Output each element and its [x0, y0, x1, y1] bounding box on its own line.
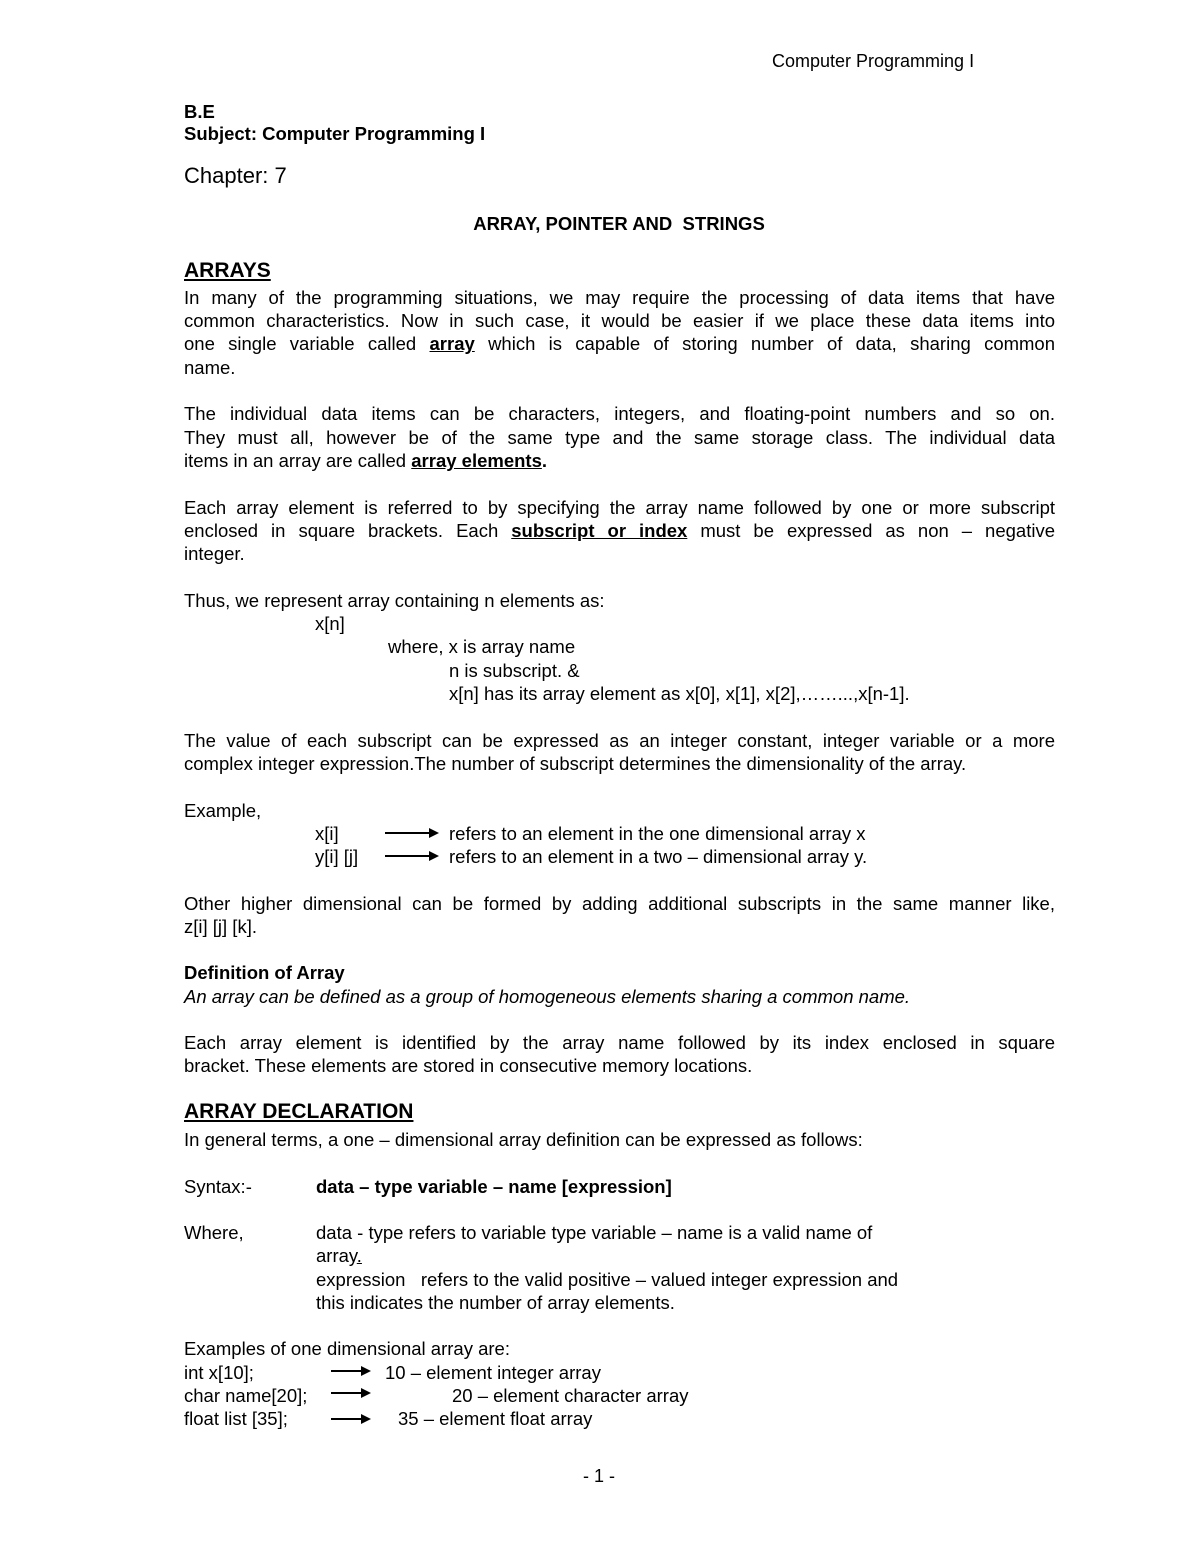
example-label: Example, [184, 800, 262, 821]
text-span: . [356, 1245, 362, 1266]
course-label: B.E [184, 101, 215, 122]
text-span: array [316, 1245, 357, 1266]
text-span: must be expressed as non – negative [700, 520, 1055, 541]
where-line [316, 1244, 362, 1267]
text-span: . [541, 450, 548, 471]
paragraph-line: Each array element is identified by the array name followed by its index enclosed in square [184, 1032, 1055, 1053]
arrow-right-icon [385, 826, 439, 842]
paragraph-line: name. [184, 357, 236, 378]
example-desc: 10 – element integer array [385, 1362, 601, 1383]
example-desc: 20 – element character array [452, 1385, 689, 1406]
term-array-elements: array elements [411, 450, 542, 471]
term-array: array [429, 333, 475, 354]
notation-line: n is subscript. & [449, 660, 580, 681]
section-heading-arrays: ARRAYS [184, 259, 271, 282]
syntax-text: data – type variable – name [expression] [316, 1176, 672, 1197]
arrow-right-icon [331, 1364, 371, 1380]
paragraph-line: bracket. These elements are stored in consecutive memory locations. [184, 1055, 753, 1076]
text-span: one single variable called [184, 333, 417, 354]
syntax-label: Syntax:- [184, 1176, 252, 1197]
paragraph-line: They must all, however be of the same type and the same storage class. The individual data [184, 427, 1055, 448]
arrow-right-icon [385, 849, 439, 865]
where-label: Where, [184, 1222, 244, 1243]
paragraph-line: Each array element is referred to by specifying the array name followed by one or more subscript [184, 497, 1055, 518]
example-desc: refers to an element in the one dimensional array x [449, 823, 866, 844]
paragraph-line: In many of the programming situations, we may require the processing of data items that have [184, 287, 1055, 308]
definition-text: An array can be defined as a group of homogeneous elements sharing a common name. [184, 986, 911, 1007]
subject-label: Subject: Computer Programming I [184, 123, 486, 144]
example-desc: 35 – element float array [398, 1408, 593, 1429]
where-line: data - type refers to variable type variable – name is a valid name of [316, 1222, 873, 1243]
example-code: char name[20]; [184, 1385, 308, 1406]
example-expr: y[i] [j] [315, 846, 359, 867]
paragraph-line: z[i] [j] [k]. [184, 916, 257, 937]
text-span: enclosed in square brackets. Each [184, 520, 499, 541]
paragraph-line: The individual data items can be characters, integers, and floating-point numbers and so on. [184, 403, 1055, 424]
running-header: Computer Programming I [772, 51, 975, 71]
where-line: expression refers to the valid positive – valued integer expression and [316, 1269, 899, 1290]
paragraph-line: Examples of one dimensional array are: [184, 1338, 510, 1359]
page-title: ARRAY, POINTER AND STRINGS [473, 213, 765, 234]
paragraph-line: common characteristics. Now in such case, it would be easier if we place these data items into [184, 310, 1055, 331]
arrow-right-icon [331, 1386, 371, 1402]
paragraph-line [184, 449, 547, 472]
notation-line: where, x is array name [388, 636, 576, 657]
example-expr: x[i] [315, 823, 339, 844]
where-line: this indicates the number of array elements. [316, 1292, 675, 1313]
paragraph-line [184, 332, 1055, 355]
paragraph-line: Other higher dimensional can be formed by adding additional subscripts in the same manner like, [184, 893, 1055, 914]
text-span: which is capable of storing number of data, sharing common [488, 333, 1056, 354]
paragraph-line [184, 519, 1055, 542]
arrow-right-icon [331, 1412, 371, 1428]
notation-line: x[n] [315, 613, 345, 634]
paragraph-line: integer. [184, 543, 245, 564]
notation-line: x[n] has its array element as x[0], x[1], x[2],……...,x[n-1]. [449, 683, 910, 704]
example-desc: refers to an element in a two – dimensional array y. [449, 846, 868, 867]
definition-heading: Definition of Array [184, 962, 345, 983]
example-code: int x[10]; [184, 1362, 254, 1383]
text-span: items in an array are called [184, 450, 407, 471]
chapter-label: Chapter: 7 [184, 163, 287, 188]
section-heading-declaration: ARRAY DECLARATION [184, 1100, 414, 1123]
paragraph-line: complex integer expression.The number of subscript determines the dimensionality of the array. [184, 753, 967, 774]
example-code: float list [35]; [184, 1408, 288, 1429]
paragraph-line: Thus, we represent array containing n elements as: [184, 590, 605, 611]
paragraph-line: In general terms, a one – dimensional array definition can be expressed as follows: [184, 1129, 863, 1150]
paragraph-line: The value of each subscript can be expressed as an integer constant, integer variable or a more [184, 730, 1055, 751]
page-number: - 1 - [583, 1466, 616, 1486]
term-subscript-index: subscript or index [511, 520, 688, 541]
